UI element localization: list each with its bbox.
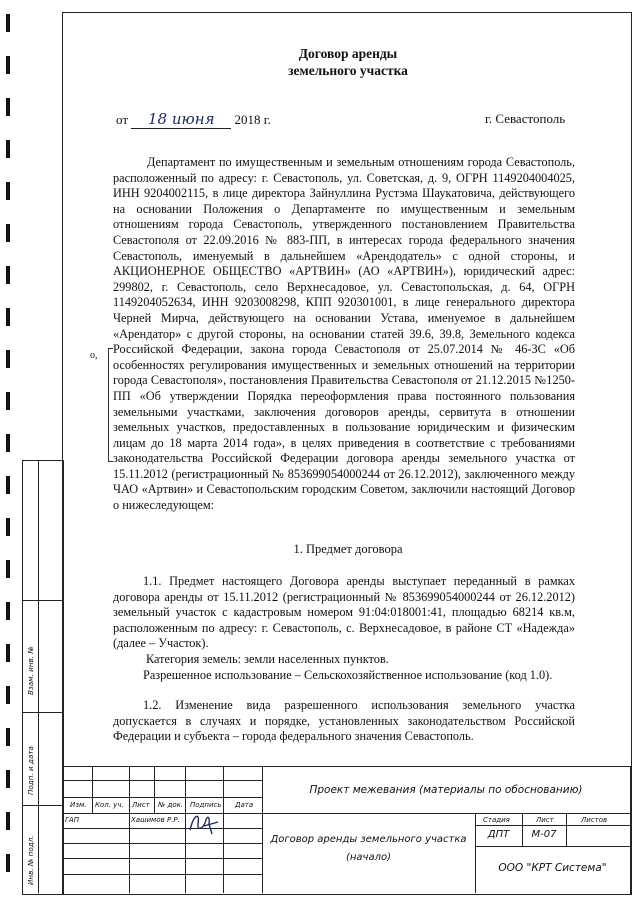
- date-handwritten: 18 июня: [131, 110, 231, 129]
- preamble-paragraph: Департамент по имущественным и земельным отношениям города Севастополь, расположенный по адресу: г. Севастополь, ул. Советская, д. 9, ОГРН 1149204004025, ИНН 9204002115, в лице директора Зайнуллина Рустэма Шаукатовича, действующего на основании Положения о Департаменте по имущественным и земельным отношениям города Севастополь, утвержденного постановлением Правительства Севастополя от 22.09.2016 № 883-ПП, в интересах города федерального значения Севастополь, именуемый в дальнейшем «Арендодатель» с одной стороны, и АКЦИОНЕРНОЕ ОБЩЕСТВО «АРТВИН» (АО «АРТВИН»), юридический адрес: 299802, г. Севастополь, село Верхнесадовое, ул. Севастопольская, д. 64, ОГРН 1149204052634, ИНН 9203008298, КПП 920301001, в лице генерального директора Черней Мирча, действующего на основании Устава, именуемое в дальнейшем «Арендатор» с другой стороны, на основании статей 39.6, 39.8, Земельного кодекса Российской Федерации, закона города Севастополя от 25.07.2014 № 46-ЗС «Об особенностях регулирования имущественных и земельных отношений на территории города Севастополя», постановления Правительства Севастополя от 21.12.2015 №1250-ПП «Об утверждении Порядка переоформления права постоянного пользования земельными участками, заключения договоров аренды, сервитута в отношении земельных участков, предоставленных в пользование юридическим и физическим лицам до 18 марта 2014 года», в целях приведения в соответствие с требованиями законодательства Российской Федерации договора аренды земельного участка от 15.11.2012 (регистрационный № 853699054000244 от 26.12.2012), заключенного между ЧАО «Артвин» и Севастопольским городским Советом, заключили настоящий Договор о нижеследующем:: [113, 155, 575, 513]
- val-stage: ДПТ: [487, 829, 510, 840]
- doc-title-line2: земельного участка: [288, 63, 408, 78]
- hdr-stage: Стадия: [483, 816, 510, 824]
- side-label-replace-inv: Взам. инв. №: [26, 646, 35, 695]
- city: г. Севастополь: [485, 111, 566, 126]
- margin-bracket: [108, 348, 113, 462]
- col-header-docno: № док.: [158, 801, 184, 809]
- date-line: [116, 110, 271, 129]
- section-1-title: 1. Предмет договора: [293, 542, 403, 556]
- signer-role: ГАП: [65, 816, 79, 824]
- project-title: Проект межевания (материалы по обоснованию): [309, 784, 583, 796]
- date-prefix: от: [116, 112, 129, 127]
- paragraph-category: Категория земель: земли населенных пунктов.: [146, 652, 389, 666]
- val-sheet: М-07: [531, 829, 557, 840]
- doc-name-line1: Договор аренды земельного участка: [270, 834, 467, 845]
- col-header-change: Изм.: [70, 801, 87, 809]
- margin-mark: o,: [90, 350, 98, 361]
- paragraph-1-2: 1.2. Изменение вида разрешенного использования земельного участка допускается в случаях и порядке, установленных законодательством Российской Федерации и субъекта – города федерального значения Севастополь.: [113, 698, 575, 744]
- col-header-signature: Подпись: [190, 801, 222, 809]
- signature-scribble: [186, 808, 222, 838]
- col-header-sheet: Лист: [132, 801, 150, 809]
- paragraph-permitted-use: Разрешенное использование – Сельскохозяйственное использование (код 1.0).: [143, 668, 553, 682]
- col-header-date: Дата: [235, 801, 254, 809]
- col-header-count: Кол. уч.: [95, 801, 124, 809]
- side-label-orig-inv: Инв. № подл.: [26, 835, 35, 885]
- paragraph-1-1: 1.1. Предмет настоящего Договора аренды выступает переданный в рамках договора аренды от 15.11.2012 (регистрационный № 853699054000244 от 26.12.2012) земельный участок с кадастровым номером 91:04:018001:41, площадью 68214 кв.м, расположенным по адресу: г. Севастополь, с. Верхнесадовое, в районе СТ «Надежда» (далее – Участок).: [113, 574, 575, 651]
- doc-name-line2: (начало): [345, 852, 391, 863]
- hdr-sheet: Лист: [536, 816, 554, 824]
- signer-name: Хашимов Р.Р.: [131, 816, 180, 824]
- company-name: ООО "КРТ Система": [498, 862, 607, 874]
- hdr-sheets: Листов: [581, 816, 608, 824]
- date-year: 2018 г.: [234, 112, 271, 127]
- doc-title-line1: Договор аренды: [298, 46, 398, 61]
- side-label-sign-date: Подп. и дата: [26, 746, 35, 795]
